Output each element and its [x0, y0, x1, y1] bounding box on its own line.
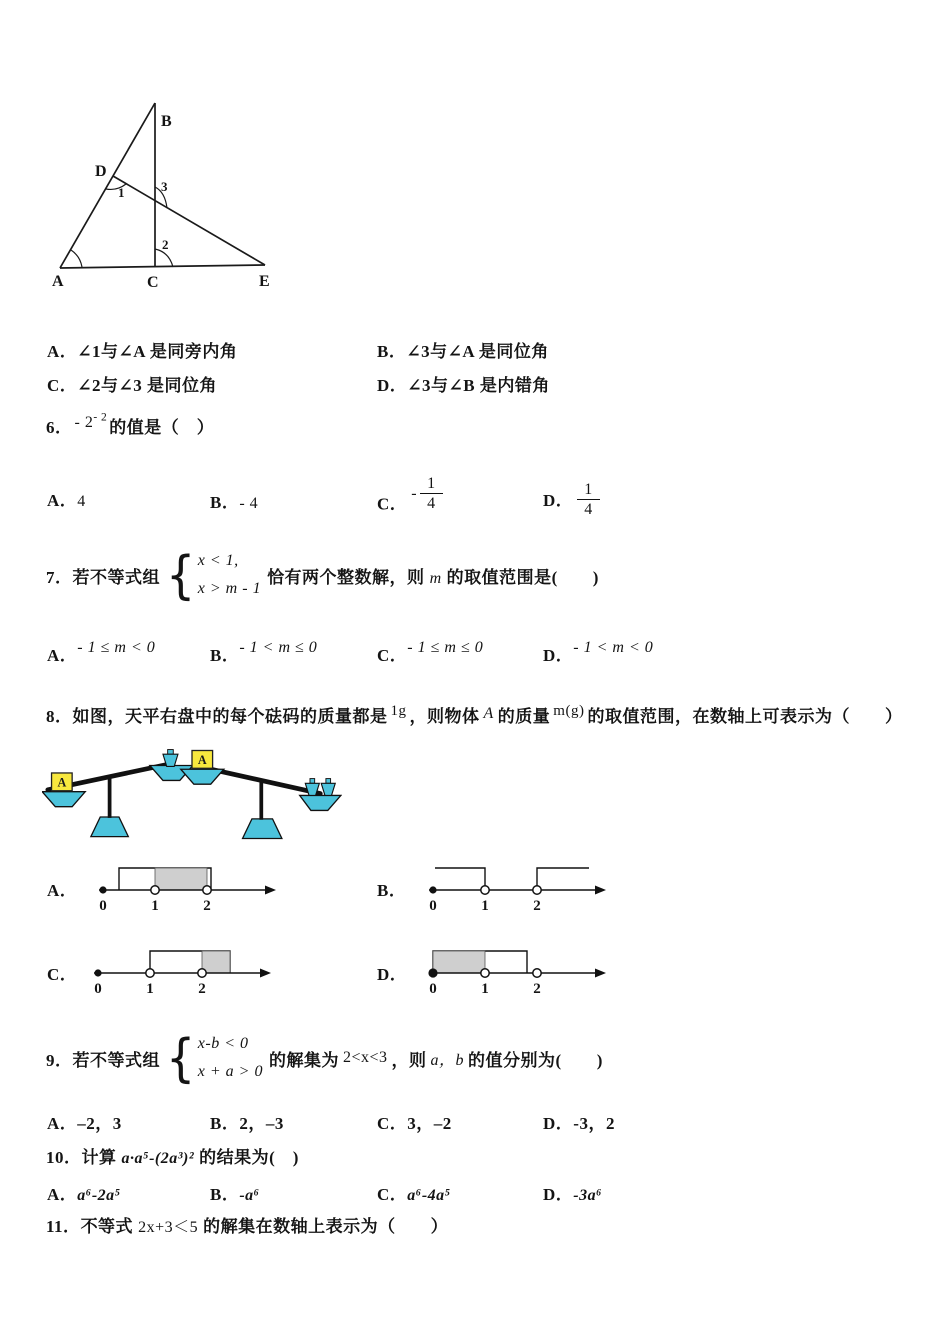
q10-question	[46, 1143, 299, 1168]
q6-option-d-fraction: $\frac{1}{4}$	[577, 480, 600, 519]
q9-brace: {	[166, 1027, 196, 1089]
q8-lead: 如图，天平右盘中的每个砝码的质量都是	[72, 707, 388, 726]
axis-arrow	[265, 886, 276, 895]
q10-number: 10．	[46, 1148, 82, 1167]
q9-mid: 的解集为	[268, 1050, 339, 1070]
q10-option-a: A．a⁶-2a⁵	[47, 1185, 121, 1204]
axis-arrow	[595, 886, 606, 895]
q6-option-a-value: 4	[77, 493, 86, 510]
q5-option-a	[47, 337, 237, 362]
q9-vars: a，b	[430, 1051, 465, 1069]
q7-option-c: C．- 1 ≤ m ≤ 0	[377, 639, 484, 665]
q6-option-d-label: D．	[543, 491, 574, 510]
q7-number: 7．	[46, 567, 73, 587]
q6-number: 6．	[46, 418, 73, 437]
angle-arc-A	[71, 250, 82, 267]
q7-question	[46, 545, 599, 605]
q10-option-a-text: a⁶-2a⁵	[77, 1187, 121, 1204]
triangle-figure	[50, 98, 280, 298]
tick-2: 2	[203, 898, 211, 914]
q8-option-b-label: B．	[377, 881, 407, 900]
q5-option-c-text: ∠2与∠3 是同位角	[77, 376, 218, 395]
q5-option-d	[377, 371, 550, 396]
tick-2: 2	[533, 898, 541, 914]
tick-0: 0	[429, 898, 437, 914]
q7-mid: 恰有两个整数解，则	[267, 567, 425, 587]
q9-lead: 若不等式组	[72, 1050, 160, 1070]
q11-lead: 不等式	[80, 1217, 134, 1236]
axis-arrow	[260, 969, 271, 978]
q8-question	[46, 702, 902, 727]
q10-tail: 的结果为( )	[199, 1148, 299, 1167]
edge-A-apex	[60, 103, 155, 268]
q9-option-d-text: -3，2	[573, 1114, 615, 1133]
q7-option-b-expr: - 1 < m ≤ 0	[239, 639, 318, 656]
q6-tail: 的值是（ ）	[109, 418, 215, 437]
pan-left	[42, 792, 85, 807]
q9-solution: 2<x<3	[342, 1049, 388, 1066]
q8-mass: m(g)	[553, 703, 585, 719]
q5-option-a-text: ∠1与∠A 是同旁内角	[77, 342, 238, 361]
q5-option-b	[377, 337, 549, 362]
vertex-label-A: A	[52, 273, 64, 290]
q8-numberline-d	[415, 933, 610, 997]
q7-variable: m	[429, 570, 442, 587]
block-A-label: A	[197, 753, 207, 768]
balance-scales-figure	[42, 743, 342, 846]
q7-option-c-expr: - 1 ≤ m ≤ 0	[407, 639, 484, 656]
pedestal	[91, 817, 128, 837]
q10-option-b: B．-a⁶	[210, 1185, 260, 1204]
q8-object: A	[483, 705, 494, 722]
axis-arrow	[595, 969, 606, 978]
q6-option-b-value: - 4	[239, 495, 259, 512]
q7-tail: 的取值范围是( )	[446, 567, 599, 587]
q8-option-c-label: C．	[47, 965, 78, 984]
q6-option-c-label: C．	[377, 494, 408, 514]
q6-option-b	[210, 488, 258, 513]
q6-option-c	[377, 475, 443, 525]
q7-brace: {	[166, 544, 196, 606]
q10-option-c-text: a⁶-4a⁵	[407, 1187, 451, 1204]
q7-option-d: D．- 1 < m < 0	[543, 639, 654, 665]
q6-option-b-label: B．	[210, 493, 240, 512]
balance-right	[181, 750, 341, 838]
tick-0: 0	[99, 898, 107, 914]
q6-expression: - $2^{- 2}$	[74, 411, 108, 431]
q8-mid2: 的质量	[497, 707, 551, 726]
q9-number: 9．	[46, 1050, 73, 1070]
q5-option-b-label: B．	[377, 342, 407, 361]
q9-system: x-b < 0 x + a > 0	[197, 1035, 263, 1080]
q6-option-d	[543, 481, 600, 531]
q6-question	[46, 413, 214, 438]
q8-tail: 的取值范围，在数轴上可表示为（ ）	[587, 707, 903, 726]
angle-label-3: 3	[161, 179, 168, 194]
pan-left	[181, 769, 224, 784]
q11-tail: 的解集在数轴上表示为（ ）	[203, 1217, 449, 1236]
q9-option-b-text: 2，–3	[239, 1114, 284, 1133]
q11-question	[46, 1212, 448, 1237]
tick-2: 2	[198, 981, 206, 997]
tick-1: 1	[481, 898, 489, 914]
q7-lead: 若不等式组	[72, 567, 160, 587]
q7-option-a-expr: - 1 ≤ m < 0	[77, 639, 156, 656]
block-A-label: A	[57, 775, 67, 790]
balance-left	[42, 750, 193, 837]
edge-A-E	[60, 265, 265, 268]
q10-option-d: D．-3a⁶	[543, 1185, 603, 1204]
q5-option-c	[47, 371, 217, 396]
vertex-label-C: C	[147, 274, 159, 291]
tick-0: 0	[94, 981, 102, 997]
pedestal	[243, 819, 282, 839]
q6-option-c-fraction: - $\frac{1}{4}$	[411, 474, 442, 513]
q9-option-c-text: 3，–2	[407, 1114, 452, 1133]
tick-2: 2	[533, 981, 541, 997]
q5-option-c-label: C．	[47, 376, 78, 395]
q7-system: x < 1, x > m - 1	[197, 552, 262, 597]
q5-option-d-label: D．	[377, 376, 408, 395]
q11-number: 11．	[46, 1217, 81, 1236]
q8-option-a-label: A．	[47, 881, 78, 900]
pan-right	[300, 795, 341, 810]
q6-option-a-label: A．	[47, 491, 78, 510]
q11-expression: 2x+3＜5	[138, 1219, 199, 1236]
q5-option-b-text: ∠3与∠A 是同位角	[406, 342, 549, 361]
q9-option-c: C．3，–2	[377, 1114, 452, 1133]
vertex-label-D: D	[95, 163, 107, 180]
tick-1: 1	[146, 981, 154, 997]
q8-numberline-b	[415, 850, 610, 914]
q8-number: 8．	[46, 707, 73, 726]
q8-numberline-a	[85, 850, 280, 914]
q10-option-b-text: -a⁶	[239, 1187, 260, 1204]
q6-option-a	[47, 486, 86, 511]
q9-tail: 的值分别为( )	[468, 1050, 603, 1070]
q10-lead: 计算	[81, 1148, 117, 1167]
tick-1: 1	[481, 981, 489, 997]
q8-option-d-label: D．	[377, 965, 408, 984]
q7-option-a: A．- 1 ≤ m < 0	[47, 639, 156, 665]
vertex-label-E: E	[259, 273, 270, 290]
q9-option-a: A．–2，3	[47, 1114, 122, 1133]
tick-0: 0	[429, 981, 437, 997]
q10-expression: a·a⁵-(2a³)²	[121, 1150, 195, 1167]
q7-option-d-expr: - 1 < m < 0	[573, 639, 654, 656]
q9-question	[46, 1028, 603, 1088]
q9-mid2: ，则	[391, 1050, 427, 1070]
q9-option-d: D．-3，2	[543, 1114, 615, 1133]
q5-option-a-label: A．	[47, 342, 78, 361]
weight-icon	[321, 783, 335, 795]
angle-label-1: 1	[118, 185, 125, 200]
q9-option-a-text: –2，3	[77, 1114, 122, 1133]
q8-weight: 1g	[390, 703, 407, 719]
q7-option-b: B．- 1 < m ≤ 0	[210, 639, 318, 665]
q5-option-d-text: ∠3与∠B 是内错角	[407, 376, 550, 395]
angle-label-2: 2	[162, 237, 169, 252]
tick-1: 1	[151, 898, 159, 914]
vertex-label-B: B	[161, 113, 172, 130]
q9-option-b: B．2，–3	[210, 1114, 284, 1133]
q8-numberline-c	[80, 933, 275, 997]
segment-D-E	[113, 176, 265, 265]
q10-option-d-text: -3a⁶	[573, 1187, 603, 1204]
q10-option-c: C．a⁶-4a⁵	[377, 1185, 451, 1204]
q8-mid1: ，则物体	[409, 707, 480, 726]
